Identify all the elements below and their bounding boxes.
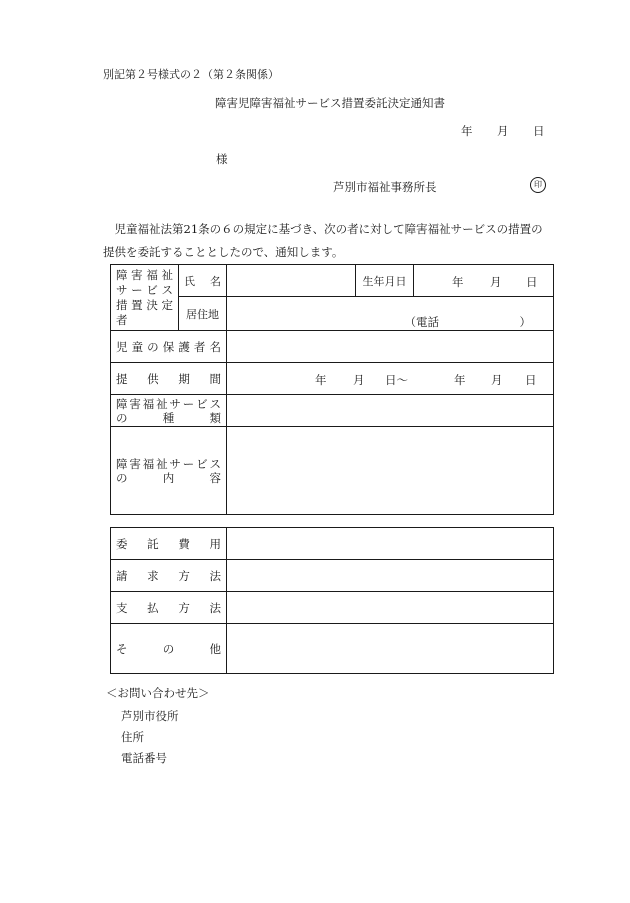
seal-mark: 印: [530, 177, 546, 193]
period-from-day: 日〜: [385, 373, 408, 387]
payment-label: 支払方法: [111, 592, 227, 624]
period-from-month: 月: [353, 373, 365, 387]
period-field[interactable]: [227, 363, 554, 395]
name-label: 氏 名: [179, 265, 227, 297]
decision-table: [110, 264, 554, 515]
name-field[interactable]: [227, 265, 356, 297]
period-to-year: 年: [454, 373, 466, 387]
tel-label: （電話 ）: [404, 315, 531, 329]
inquiry-address: 住所: [121, 730, 144, 744]
birth-field[interactable]: [414, 265, 554, 297]
address-field[interactable]: [227, 297, 554, 331]
payment-field[interactable]: [227, 592, 554, 624]
inquiry-heading: ＜お問い合わせ先＞: [106, 686, 210, 700]
period-to-month: 月: [491, 373, 503, 387]
service-content-label-line2: の 内 容: [116, 470, 221, 485]
other-label: その他: [111, 624, 227, 674]
document-title: 障害児障害福祉サービス措置委託決定通知書: [215, 96, 445, 110]
addressee-suffix: 様: [216, 152, 228, 166]
subject-label: 障害福祉サービス措置決定者: [111, 265, 179, 331]
birth-year: 年: [452, 275, 464, 289]
service-content-label: [111, 427, 227, 515]
commission-table: [110, 527, 554, 674]
cost-label: 委託費用: [111, 528, 227, 560]
birth-label: 生年月日: [356, 265, 414, 297]
period-from-year: 年: [315, 373, 327, 387]
notice-body: 児童福祉法第21条の６の規定に基づき、次の者に対して障害福祉サービスの措置の提供を委託することとしたので、通知します。: [103, 222, 543, 259]
guardian-field[interactable]: [227, 331, 554, 363]
inquiry-office: 芦別市役所: [121, 709, 179, 723]
service-type-label-line1: 障害福祉サービス: [116, 396, 221, 411]
service-content-field[interactable]: [227, 427, 554, 515]
issue-date-day: 日: [533, 124, 545, 138]
issue-date-year: 年: [461, 124, 473, 138]
service-type-label-line2: の 種 類: [116, 410, 221, 425]
other-field[interactable]: [227, 624, 554, 674]
service-content-label-line1: 障害福祉サービス: [116, 456, 221, 471]
service-type-label: [111, 395, 227, 427]
address-label: 居住地: [179, 297, 227, 331]
birth-day: 日: [526, 275, 538, 289]
period-to-day: 日: [525, 373, 537, 387]
service-type-field[interactable]: [227, 395, 554, 427]
guardian-label: 児童の保護者名: [111, 331, 227, 363]
birth-month: 月: [490, 275, 502, 289]
inquiry-phone: 電話番号: [121, 751, 167, 765]
issue-date-month: 月: [497, 124, 509, 138]
cost-field[interactable]: [227, 528, 554, 560]
form-id: 別記第２号様式の２（第２条関係）: [103, 68, 279, 81]
billing-field[interactable]: [227, 560, 554, 592]
issuer-name: 芦別市福祉事務所長: [333, 180, 437, 194]
billing-label: 請求方法: [111, 560, 227, 592]
period-label: 提供期間: [111, 363, 227, 395]
